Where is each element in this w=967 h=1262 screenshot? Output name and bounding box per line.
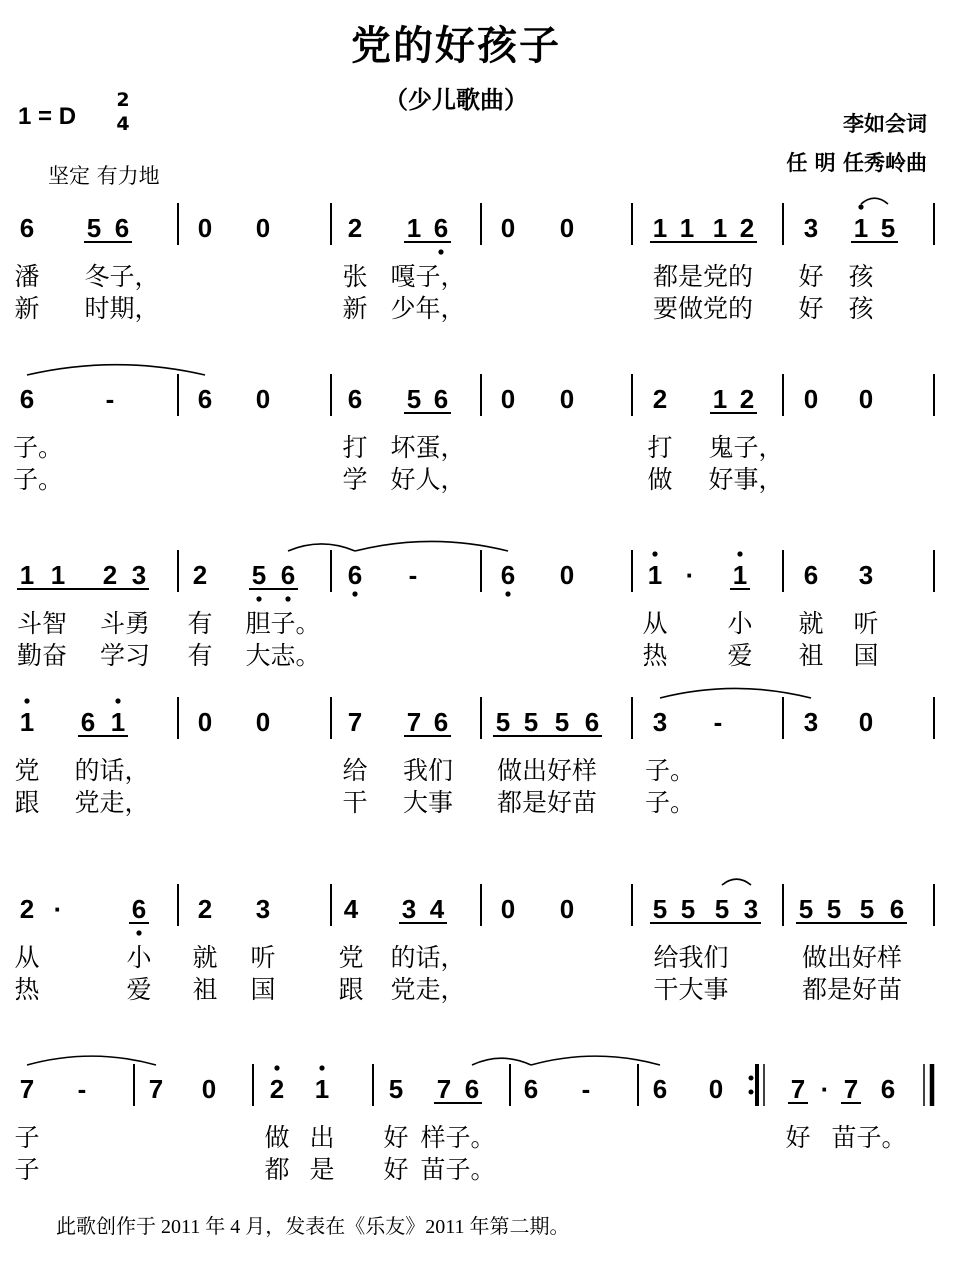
note: 0 <box>500 213 516 243</box>
note: 6 <box>131 894 147 924</box>
lyric: 干 <box>342 788 368 817</box>
note: 7 <box>406 707 422 737</box>
note: 0 <box>500 894 516 924</box>
lyric: 做出好样 <box>801 943 903 972</box>
lyric: 子。 <box>644 756 696 785</box>
octave-dot-below <box>438 249 443 254</box>
note: 3 <box>255 894 271 924</box>
song-subtitle: （少儿歌曲） <box>384 86 528 114</box>
lyric: 勤奋 <box>16 641 68 670</box>
lyric: 打 <box>647 433 673 462</box>
lyric: 斗智 <box>16 609 68 638</box>
octave-dot-above <box>24 698 29 703</box>
repeat-dot <box>749 1090 754 1095</box>
slur <box>27 365 205 375</box>
note: 5 <box>880 213 896 243</box>
note: · <box>820 1074 830 1104</box>
note: 2 <box>269 1074 285 1104</box>
note: 2 <box>739 213 755 243</box>
note: 1 <box>853 213 869 243</box>
lyric: 子 <box>14 1155 40 1184</box>
note: 5 <box>714 894 730 924</box>
note: 2 <box>102 560 118 590</box>
note: 0 <box>559 894 575 924</box>
lyric: 大事 <box>402 788 454 817</box>
note: - <box>77 1074 87 1104</box>
note: 4 <box>343 894 359 924</box>
time-signature-top: 2 <box>116 89 130 111</box>
note: 5 <box>859 894 875 924</box>
time-signature-bottom: 4 <box>116 113 130 135</box>
note: 0 <box>255 213 271 243</box>
note: 6 <box>652 1074 668 1104</box>
lyric: 热 <box>14 975 40 1004</box>
lyric: 鬼子， <box>708 433 784 462</box>
note: 5 <box>554 707 570 737</box>
lyric: 跟 <box>338 975 364 1004</box>
lyric: 时期， <box>84 294 160 323</box>
octave-dot-above <box>115 698 120 703</box>
note: 5 <box>388 1074 404 1104</box>
lyric: 的话， <box>390 943 466 972</box>
note: 2 <box>192 560 208 590</box>
note: 3 <box>803 707 819 737</box>
lyric: 苗子。 <box>420 1155 496 1184</box>
lyric: 小 <box>727 609 753 638</box>
note: 5 <box>523 707 539 737</box>
lyric: 好 <box>785 1123 811 1152</box>
composer-credit: 任 明 任秀岭曲 <box>786 151 927 175</box>
footnote: 此歌创作于 2011 年 4 月，发表在《乐友》2011 年第二期。 <box>56 1216 570 1238</box>
note: 2 <box>739 384 755 414</box>
lyric: 热 <box>642 641 668 670</box>
lyric: 国 <box>853 641 879 670</box>
repeat-dot <box>749 1076 754 1081</box>
lyric: 都 <box>264 1155 290 1184</box>
lyric: 从 <box>14 943 40 972</box>
note: 1 <box>652 213 668 243</box>
lyric: 出 <box>309 1123 335 1152</box>
lyric: 嘎子， <box>390 262 466 291</box>
lyric: 党走， <box>74 788 150 817</box>
note: 5 <box>652 894 668 924</box>
lyric: 党 <box>338 943 364 972</box>
note: 6 <box>80 707 96 737</box>
note: 2 <box>19 894 35 924</box>
lyric: 祖 <box>192 975 218 1004</box>
lyric: 就 <box>192 943 218 972</box>
slur <box>531 1056 660 1065</box>
note: - <box>408 560 418 590</box>
note: 1 <box>712 213 728 243</box>
note: 1 <box>679 213 695 243</box>
note: - <box>581 1074 591 1104</box>
octave-dot-below <box>505 591 510 596</box>
slur <box>472 1058 531 1065</box>
lyric: 有 <box>187 641 213 670</box>
note: 3 <box>803 213 819 243</box>
octave-dot-above <box>737 551 742 556</box>
note: 6 <box>880 1074 896 1104</box>
note: 0 <box>500 384 516 414</box>
lyric: 好 <box>798 294 824 323</box>
note: 6 <box>280 560 296 590</box>
note: 0 <box>255 384 271 414</box>
note: 6 <box>523 1074 539 1104</box>
octave-dot-below <box>352 591 357 596</box>
octave-dot-above <box>652 551 657 556</box>
note: 6 <box>197 384 213 414</box>
slur <box>722 879 751 885</box>
lyric: 胆子。 <box>245 609 321 638</box>
lyric: 听 <box>250 943 276 972</box>
octave-dot-above <box>858 204 863 209</box>
note: 0 <box>559 560 575 590</box>
lyric: 张 <box>342 262 368 291</box>
note: 7 <box>148 1074 164 1104</box>
lyric: 党走， <box>390 975 466 1004</box>
note: 7 <box>843 1074 859 1104</box>
note: 0 <box>197 707 213 737</box>
lyric: 从 <box>642 609 668 638</box>
lyric: 潘 <box>14 262 40 291</box>
note: 5 <box>826 894 842 924</box>
note: 0 <box>559 384 575 414</box>
lyric: 祖 <box>798 641 824 670</box>
lyric: 冬子， <box>84 262 160 291</box>
note: 3 <box>131 560 147 590</box>
lyric: 好 <box>383 1123 409 1152</box>
note: 0 <box>858 707 874 737</box>
lyric: 新 <box>342 294 368 323</box>
note: 1 <box>406 213 422 243</box>
lyric: 听 <box>853 609 879 638</box>
octave-dot-above <box>319 1065 324 1070</box>
lyric: 做 <box>264 1123 290 1152</box>
note: 3 <box>743 894 759 924</box>
lyric: 斗勇 <box>99 609 151 638</box>
note: 7 <box>436 1074 452 1104</box>
note: 6 <box>433 213 449 243</box>
octave-dot-above <box>274 1065 279 1070</box>
note: 2 <box>652 384 668 414</box>
note: 3 <box>401 894 417 924</box>
note: 1 <box>647 560 663 590</box>
lyric: 做 <box>647 465 673 494</box>
lyric: 好 <box>383 1155 409 1184</box>
lyric: 学习 <box>99 641 151 670</box>
lyric: 爱 <box>727 641 753 670</box>
note: - <box>105 384 115 414</box>
note: 6 <box>433 384 449 414</box>
note: 4 <box>429 894 445 924</box>
note: 1 <box>712 384 728 414</box>
lyric: 子。 <box>12 465 64 494</box>
note: 2 <box>197 894 213 924</box>
lyric: 子 <box>14 1123 40 1152</box>
note: 5 <box>406 384 422 414</box>
lyric: 小 <box>126 943 152 972</box>
lyric: 好 <box>798 262 824 291</box>
lyric: 打 <box>342 433 368 462</box>
note: 5 <box>86 213 102 243</box>
note: 7 <box>790 1074 806 1104</box>
note: 6 <box>114 213 130 243</box>
note: 2 <box>347 213 363 243</box>
lyric: 好人， <box>390 465 466 494</box>
octave-dot-below <box>285 596 290 601</box>
slur <box>288 544 355 551</box>
lyric: 要做党的 <box>652 294 754 323</box>
note: 6 <box>347 560 363 590</box>
note: 7 <box>347 707 363 737</box>
song-title: 党的好孩子 <box>351 22 561 69</box>
note: 3 <box>858 560 874 590</box>
note: 6 <box>889 894 905 924</box>
note: 0 <box>858 384 874 414</box>
slur <box>660 688 811 698</box>
lyric: 党 <box>14 756 40 785</box>
lyric: 苗子。 <box>831 1123 907 1152</box>
note: 6 <box>464 1074 480 1104</box>
note: 0 <box>201 1074 217 1104</box>
note: 0 <box>197 213 213 243</box>
lyric: 国 <box>250 975 276 1004</box>
note: 6 <box>500 560 516 590</box>
lyric: 样子。 <box>420 1123 496 1152</box>
lyricist-credit: 李如会词 <box>843 112 927 136</box>
slur <box>861 198 888 204</box>
lyric: 都是好苗 <box>496 788 598 817</box>
note: 5 <box>251 560 267 590</box>
note: 0 <box>559 213 575 243</box>
note: 6 <box>433 707 449 737</box>
lyric: 干大事 <box>653 975 729 1004</box>
note: 6 <box>803 560 819 590</box>
note: · <box>53 894 63 924</box>
lyric: 就 <box>798 609 824 638</box>
note: 1 <box>19 560 35 590</box>
tempo-marking: 坚定 有力地 <box>48 164 160 188</box>
lyric: 好事， <box>708 465 784 494</box>
note: - <box>713 707 723 737</box>
lyric: 孩 <box>848 294 874 323</box>
lyric: 我们 <box>402 756 454 785</box>
note: 0 <box>708 1074 724 1104</box>
lyric: 少年， <box>390 294 466 323</box>
octave-dot-below <box>256 596 261 601</box>
note: 0 <box>255 707 271 737</box>
lyric: 新 <box>14 294 40 323</box>
note: 5 <box>798 894 814 924</box>
lyric: 都是党的 <box>652 262 754 291</box>
lyric: 爱 <box>126 975 152 1004</box>
note: 5 <box>495 707 511 737</box>
lyric: 是 <box>309 1155 335 1184</box>
lyric: 坏蛋， <box>390 433 466 462</box>
note: 3 <box>652 707 668 737</box>
lyric: 跟 <box>14 788 40 817</box>
note: 1 <box>19 707 35 737</box>
slur <box>355 541 508 551</box>
key-signature: 1 = D <box>18 103 77 130</box>
lyric: 做出好样 <box>496 756 598 785</box>
lyric: 给 <box>342 756 368 785</box>
note: 1 <box>732 560 748 590</box>
lyric: 大志。 <box>245 641 321 670</box>
lyric: 有 <box>187 609 213 638</box>
lyric: 学 <box>342 465 368 494</box>
note: 6 <box>584 707 600 737</box>
lyric: 孩 <box>848 262 874 291</box>
note: 0 <box>803 384 819 414</box>
note: 6 <box>19 384 35 414</box>
note: 6 <box>347 384 363 414</box>
note: 7 <box>19 1074 35 1104</box>
slur <box>27 1056 156 1065</box>
note: 1 <box>314 1074 330 1104</box>
lyric: 都是好苗 <box>801 975 903 1004</box>
octave-dot-below <box>136 930 141 935</box>
note: · <box>685 560 695 590</box>
lyric: 给我们 <box>653 943 729 972</box>
note: 6 <box>19 213 35 243</box>
note: 5 <box>680 894 696 924</box>
lyric: 的话， <box>74 756 150 785</box>
note: 1 <box>50 560 66 590</box>
note: 1 <box>110 707 126 737</box>
lyric: 子。 <box>12 433 64 462</box>
lyric: 子。 <box>644 788 696 817</box>
